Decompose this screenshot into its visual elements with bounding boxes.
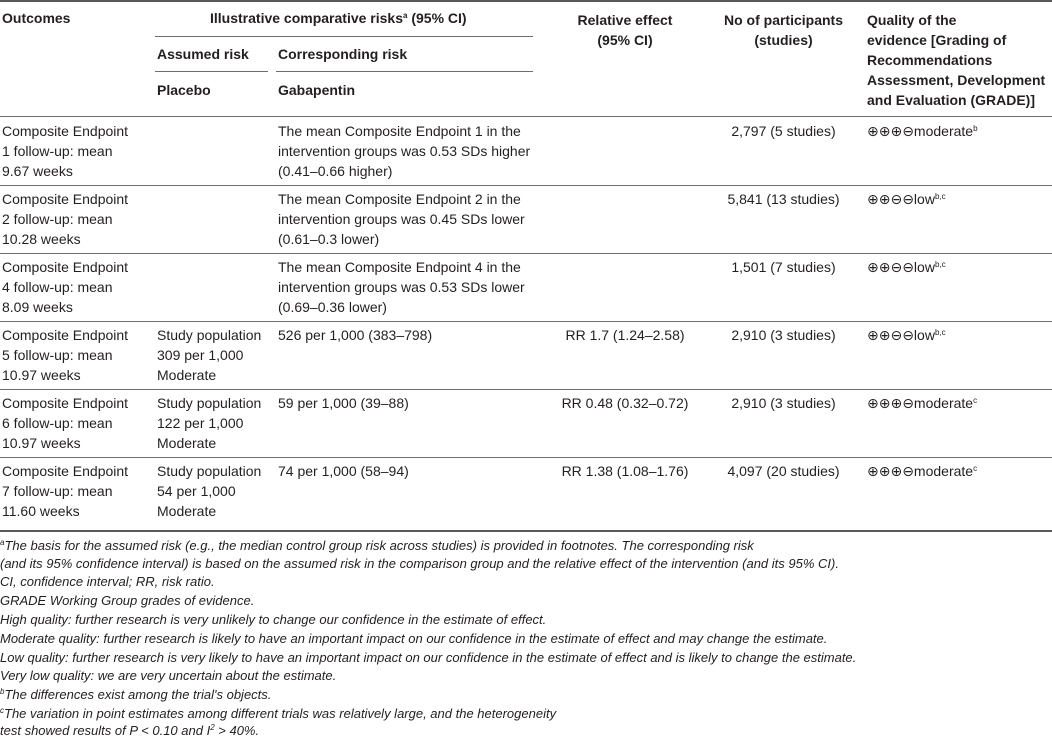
outcome-cell: [2, 325, 128, 385]
corresponding-line: intervention groups was 0.53 SDs higher: [278, 143, 531, 159]
assumed-line: 309 per 1,000: [157, 347, 244, 363]
outcome-line: 5 follow-up: mean: [2, 347, 113, 363]
outcome-line: 8.09 weeks: [2, 299, 73, 315]
footnote-low-quality: Low quality: further research is very likely to have an important impact on our confidence in the estimate of effect and is likely to change the estimate.: [0, 650, 857, 665]
corresponding-line: The mean Composite Endpoint 4 in the: [278, 259, 521, 275]
outcome-line: Composite Endpoint: [2, 463, 129, 479]
grade-footnote-ref: b: [973, 124, 978, 133]
corresponding-line: intervention groups was 0.45 SDs lower: [278, 211, 525, 227]
corresponding-line: intervention groups was 0.53 SDs lower: [278, 279, 525, 295]
corresponding-line: (0.69–0.36 lower): [278, 299, 387, 315]
grade-symbols: ⊕⊕⊕⊖: [867, 123, 914, 139]
header-assumed-rule: [155, 71, 268, 72]
footnote-c-line1: $^c$The variation in point estimates among different trials was relatively large, and the heterogeneity: [0, 706, 557, 721]
outcome-line: Composite Endpoint: [2, 259, 129, 275]
table-bottom-rule: [0, 530, 1052, 532]
corresponding-risk-cell: [278, 257, 525, 317]
row-divider: [0, 389, 1052, 390]
quality-cell: [867, 325, 946, 345]
relative-effect-cell: RR 1.7 (1.24–2.58): [565, 327, 685, 343]
outcome-line: 6 follow-up: mean: [2, 415, 113, 431]
participants-cell: 2,910 (3 studies): [731, 395, 836, 411]
header-quality: Quality of the evidence [Grading of Recommendations Assessment, Development and Evaluation (GRADE)]: [867, 12, 1046, 108]
quality-cell: [867, 257, 946, 277]
row-divider: [0, 457, 1052, 458]
grade-footnote-ref: b,c: [934, 260, 946, 269]
row-divider: [0, 253, 1052, 254]
outcome-line: 7 follow-up: mean: [2, 483, 113, 499]
corresponding-line: (0.41–0.66 higher): [278, 163, 393, 179]
header-outcomes: Outcomes: [2, 10, 71, 26]
quality-cell: [867, 393, 977, 413]
corresponding-line: 59 per 1,000 (39–88): [278, 395, 409, 411]
outcome-line: 4 follow-up: mean: [2, 279, 113, 295]
grade-symbols: ⊕⊕⊕⊖: [867, 463, 914, 479]
outcome-line: 2 follow-up: mean: [2, 211, 113, 227]
grade-footnote-ref: b,c: [934, 192, 946, 201]
footnote-a-line1: $^a$The basis for the assumed risk (e.g., the median control group risk across studies) is provided in footnotes. The corresponding risk: [0, 538, 754, 553]
grade-symbols: ⊕⊕⊖⊖: [867, 191, 914, 207]
outcome-cell: [2, 257, 128, 317]
outcome-line: Composite Endpoint: [2, 395, 129, 411]
participants-cell: 4,097 (20 studies): [727, 463, 840, 479]
header-span-rule: [155, 36, 533, 37]
footnote-abbreviations: CI, confidence interval; RR, risk ratio.: [0, 574, 215, 589]
quality-cell: [867, 121, 978, 141]
header-gabapentin: Gabapentin: [278, 82, 356, 98]
grade-symbols: ⊕⊕⊖⊖: [867, 259, 914, 275]
assumed-line: 54 per 1,000: [157, 483, 236, 499]
grade-label: low: [913, 259, 935, 275]
assumed-risk-cell: [157, 325, 261, 385]
outcome-line: Composite Endpoint: [2, 191, 129, 207]
outcome-line: 1 follow-up: mean: [2, 143, 113, 159]
header-corresponding-risk: Corresponding risk: [278, 46, 408, 62]
corresponding-risk-cell: [278, 325, 432, 345]
header-participants: No of participants (studies): [723, 12, 843, 48]
footnote-high-quality: High quality: further research is very unlikely to change our confidence in the estimate of effect.: [0, 612, 547, 627]
grade-footnote-ref: c: [973, 464, 978, 473]
participants-cell: 2,797 (5 studies): [731, 123, 836, 139]
table-top-rule: [0, 0, 1052, 2]
quality-cell: [867, 189, 946, 209]
corresponding-risk-cell: [278, 393, 409, 413]
grade-symbols: ⊕⊕⊕⊖: [867, 395, 914, 411]
relative-effect-cell: RR 0.48 (0.32–0.72): [561, 395, 689, 411]
footnote-b: $^b$The differences exist among the trial's objects.: [0, 687, 272, 702]
corresponding-line: The mean Composite Endpoint 2 in the: [278, 191, 521, 207]
corresponding-line: The mean Composite Endpoint 1 in the: [278, 123, 521, 139]
participants-cell: 2,910 (3 studies): [731, 327, 836, 343]
relative-effect-cell: RR 1.38 (1.08–1.76): [561, 463, 689, 479]
assumed-risk-cell: [157, 393, 261, 453]
assumed-line: Moderate: [157, 367, 217, 383]
outcome-line: 10.97 weeks: [2, 367, 81, 383]
row-divider: [0, 321, 1052, 322]
quality-cell: [867, 461, 977, 481]
footnote-very-low-quality: Very low quality: we are very uncertain about the estimate.: [0, 668, 337, 683]
assumed-line: 122 per 1,000: [157, 415, 244, 431]
header-relative-effect: Relative effect (95% CI): [577, 12, 673, 48]
footnote-moderate-quality: Moderate quality: further research is likely to have an important impact on our confidence in the estimate of effect and may change the estimate.: [0, 631, 828, 646]
participants-cell: 5,841 (13 studies): [727, 191, 840, 207]
header-placebo: Placebo: [157, 82, 211, 98]
assumed-line: Study population: [157, 395, 262, 411]
grade-label: moderate: [913, 123, 974, 139]
corresponding-risk-cell: [278, 189, 525, 249]
grade-label: moderate: [913, 395, 974, 411]
assumed-line: Moderate: [157, 503, 217, 519]
outcome-line: 11.60 weeks: [2, 503, 80, 519]
corresponding-line: (0.61–0.3 lower): [278, 231, 380, 247]
outcome-line: Composite Endpoint: [2, 327, 129, 343]
outcome-cell: [2, 461, 128, 521]
grade-footnote-ref: c: [973, 396, 978, 405]
footnote-c-line2: test showed results of P < 0.10 and $I^2 > 40\%$.: [0, 723, 260, 738]
row-divider: [0, 185, 1052, 186]
participants-cell: 1,501 (7 studies): [731, 259, 836, 275]
footnote-grade-title: GRADE Working Group grades of evidence.: [0, 593, 255, 608]
assumed-line: Study population: [157, 463, 262, 479]
assumed-line: Study population: [157, 327, 262, 343]
outcome-line: 10.97 weeks: [2, 435, 81, 451]
header-corresponding-rule: [276, 71, 533, 72]
header-bottom-rule: [0, 116, 1052, 117]
grade-footnote-ref: b,c: [934, 328, 946, 337]
outcome-line: Composite Endpoint: [2, 123, 129, 139]
grade-label: low: [913, 327, 935, 343]
assumed-line: Moderate: [157, 435, 217, 451]
corresponding-risk-cell: [278, 121, 530, 181]
outcome-line: 9.67 weeks: [2, 163, 73, 179]
header-illustrative-risks: Illustrative comparative risks$^a$ (95% CI): [210, 10, 467, 26]
assumed-risk-cell: [157, 461, 261, 521]
outcome-cell: [2, 121, 128, 181]
corresponding-line: 74 per 1,000 (58–94): [278, 463, 409, 479]
outcome-line: 10.28 weeks: [2, 231, 81, 247]
footnote-a-line2: (and its 95% confidence interval) is based on the assumed risk in the comparison group and the relative effect of the intervention (and its 95% CI).: [0, 556, 839, 571]
corresponding-line: 526 per 1,000 (383–798): [278, 327, 433, 343]
grade-label: low: [913, 191, 935, 207]
outcome-cell: [2, 393, 128, 453]
outcome-cell: [2, 189, 128, 249]
corresponding-risk-cell: [278, 461, 409, 481]
grade-label: moderate: [913, 463, 974, 479]
header-assumed-risk: Assumed risk: [157, 46, 249, 62]
grade-symbols: ⊕⊕⊖⊖: [867, 327, 914, 343]
